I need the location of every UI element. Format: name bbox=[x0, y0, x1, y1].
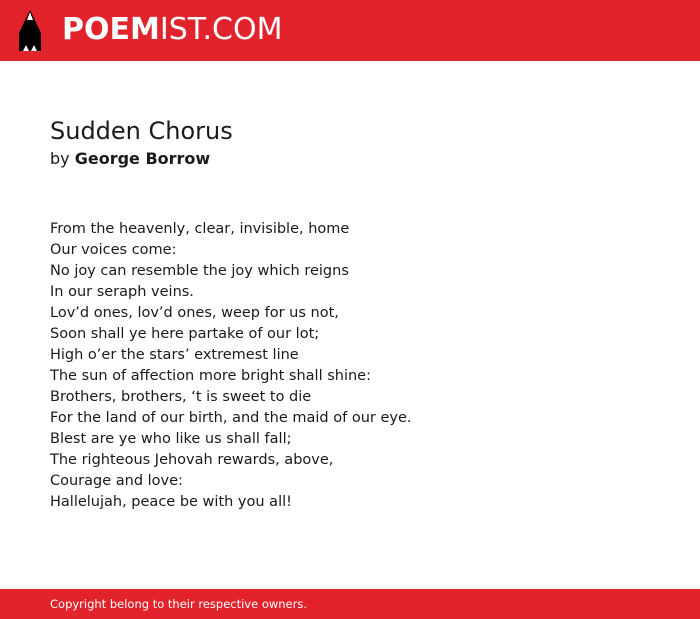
poem-line: Our voices come: bbox=[50, 242, 177, 258]
by-label: by bbox=[50, 149, 70, 168]
poem-line: Courage and love: bbox=[50, 473, 183, 489]
poem-line: No joy can resemble the joy which reigns bbox=[50, 263, 349, 279]
poem-line: High o’er the stars’ extremest line bbox=[50, 347, 299, 363]
poem-line: The sun of affection more bright shall shine: bbox=[50, 368, 371, 384]
poem-line: Lov’d ones, lov’d ones, weep for us not, bbox=[50, 305, 339, 321]
poem-line: In our seraph veins. bbox=[50, 284, 194, 300]
pencil-icon[interactable] bbox=[17, 9, 43, 52]
poem-author: George Borrow bbox=[74, 149, 211, 168]
poem-line: From the heavenly, clear, invisible, home bbox=[50, 221, 350, 237]
site-footer bbox=[0, 589, 700, 619]
poem-line: Brothers, brothers, ‘t is sweet to die bbox=[50, 389, 312, 405]
poem-line: Hallelujah, peace be with you all! bbox=[50, 494, 292, 510]
byline bbox=[50, 149, 210, 169]
poem-line: Blest are ye who like us shall fall; bbox=[50, 431, 292, 447]
logo-light-text: IST.COM bbox=[159, 12, 283, 47]
poem-title: Sudden Chorus bbox=[50, 117, 233, 145]
poem-line: For the land of our birth, and the maid of our eye. bbox=[50, 410, 412, 426]
poem-body bbox=[50, 219, 412, 513]
site-logo[interactable] bbox=[62, 11, 282, 49]
copyright-notice: Copyright belong to their respective owners. bbox=[50, 597, 308, 611]
poem-line: Soon shall ye here partake of our lot; bbox=[50, 326, 320, 342]
site-header bbox=[0, 0, 700, 61]
logo-bold-text: POEM bbox=[62, 12, 160, 47]
poem-line: The righteous Jehovah rewards, above, bbox=[50, 452, 334, 468]
